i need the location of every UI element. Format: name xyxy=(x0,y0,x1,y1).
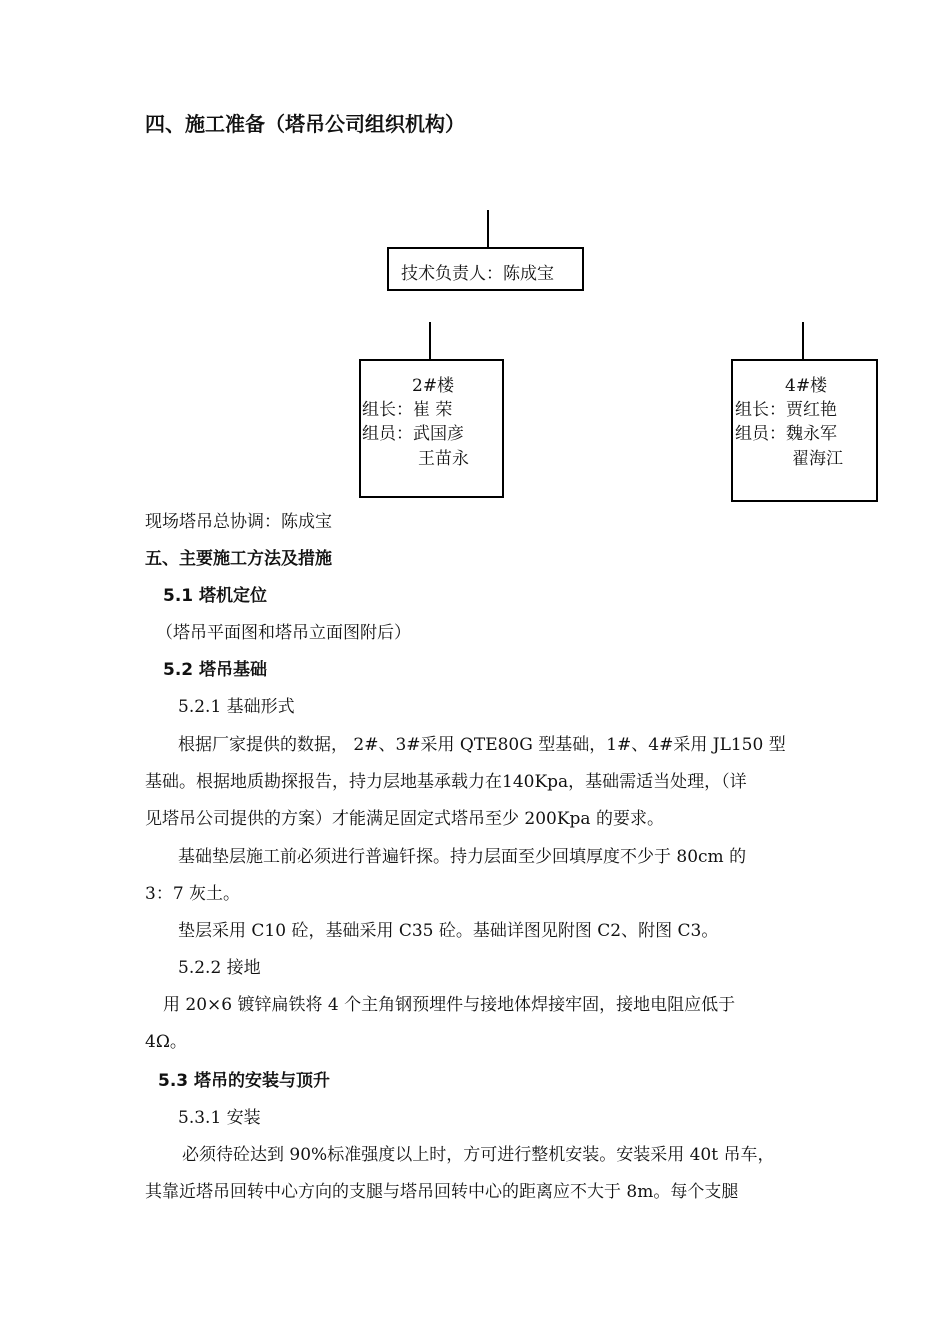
paragraph-line: 3：7 灰土。 xyxy=(145,884,241,904)
building-4-label: 4#楼 xyxy=(785,376,828,396)
section-5-3-title: 5.3 塔吊的安装与顶升 xyxy=(158,1071,331,1091)
site-coordinator: 现场塔吊总协调：陈成宝 xyxy=(145,512,332,532)
org-top-connector xyxy=(487,210,489,248)
building-2-member2: 王苗永 xyxy=(418,449,469,469)
org-box-building-2 xyxy=(359,359,504,498)
section-5-2-1-title: 5.2.1 基础形式 xyxy=(178,697,295,717)
section-5-1-note: （塔吊平面图和塔吊立面图附后） xyxy=(156,623,411,643)
section-5-2-title: 5.2 塔吊基础 xyxy=(163,660,268,680)
paragraph-line: 见塔吊公司提供的方案）才能满足固定式塔吊至少 200Kpa 的要求。 xyxy=(145,809,664,829)
building-2-leader: 组长：崔 荣 xyxy=(362,400,453,420)
section-5-1-title: 5.1 塔机定位 xyxy=(163,586,268,606)
tech-lead-text: 技术负责人：陈成宝 xyxy=(401,264,554,284)
paragraph-line: 用 20×6 镀锌扁铁将 4 个主角钢预埋件与接地体焊接牢固，接地电阻应低于 xyxy=(163,995,736,1015)
building-2-member1: 组员：武国彦 xyxy=(362,424,464,444)
building-4-leader: 组长：贾红艳 xyxy=(735,400,837,420)
paragraph-line: 基础垫层施工前必须进行普遍钎探。持力层面至少回填厚度不少于 80cm 的 xyxy=(178,847,747,867)
building-4-member1: 组员：魏永军 xyxy=(735,424,837,444)
org-left-connector xyxy=(429,322,431,360)
org-box-tech-lead xyxy=(387,247,584,291)
building-4-member2: 翟海江 xyxy=(792,449,843,469)
section-4-title: 四、施工准备（塔吊公司组织机构） xyxy=(145,112,465,136)
paragraph-line: 必须待砼达到 90%标准强度以上时，方可进行整机安装。安装采用 40t 吊车， xyxy=(182,1145,775,1165)
org-right-connector xyxy=(802,322,804,360)
building-2-label: 2#楼 xyxy=(412,376,455,396)
section-5-2-2-title: 5.2.2 接地 xyxy=(178,958,261,978)
paragraph-line: 根据厂家提供的数据， 2#、3#采用 QTE80G 型基础，1#、4#采用 JL150 型 xyxy=(178,735,786,755)
section-5-title: 五、主要施工方法及措施 xyxy=(145,549,332,569)
paragraph-line: 其靠近塔吊回转中心方向的支腿与塔吊回转中心的距离应不大于 8m。每个支腿 xyxy=(145,1182,739,1202)
org-box-building-4 xyxy=(731,359,878,502)
paragraph-line: 垫层采用 C10 砼，基础采用 C35 砼。基础详图见附图 C2、附图 C3。 xyxy=(178,921,719,941)
paragraph-line: 基础。根据地质勘探报告，持力层地基承载力在140Kpa，基础需适当处理，（详 xyxy=(145,772,747,792)
section-5-3-1-title: 5.3.1 安装 xyxy=(178,1108,261,1128)
paragraph-line: 4Ω。 xyxy=(145,1032,187,1052)
